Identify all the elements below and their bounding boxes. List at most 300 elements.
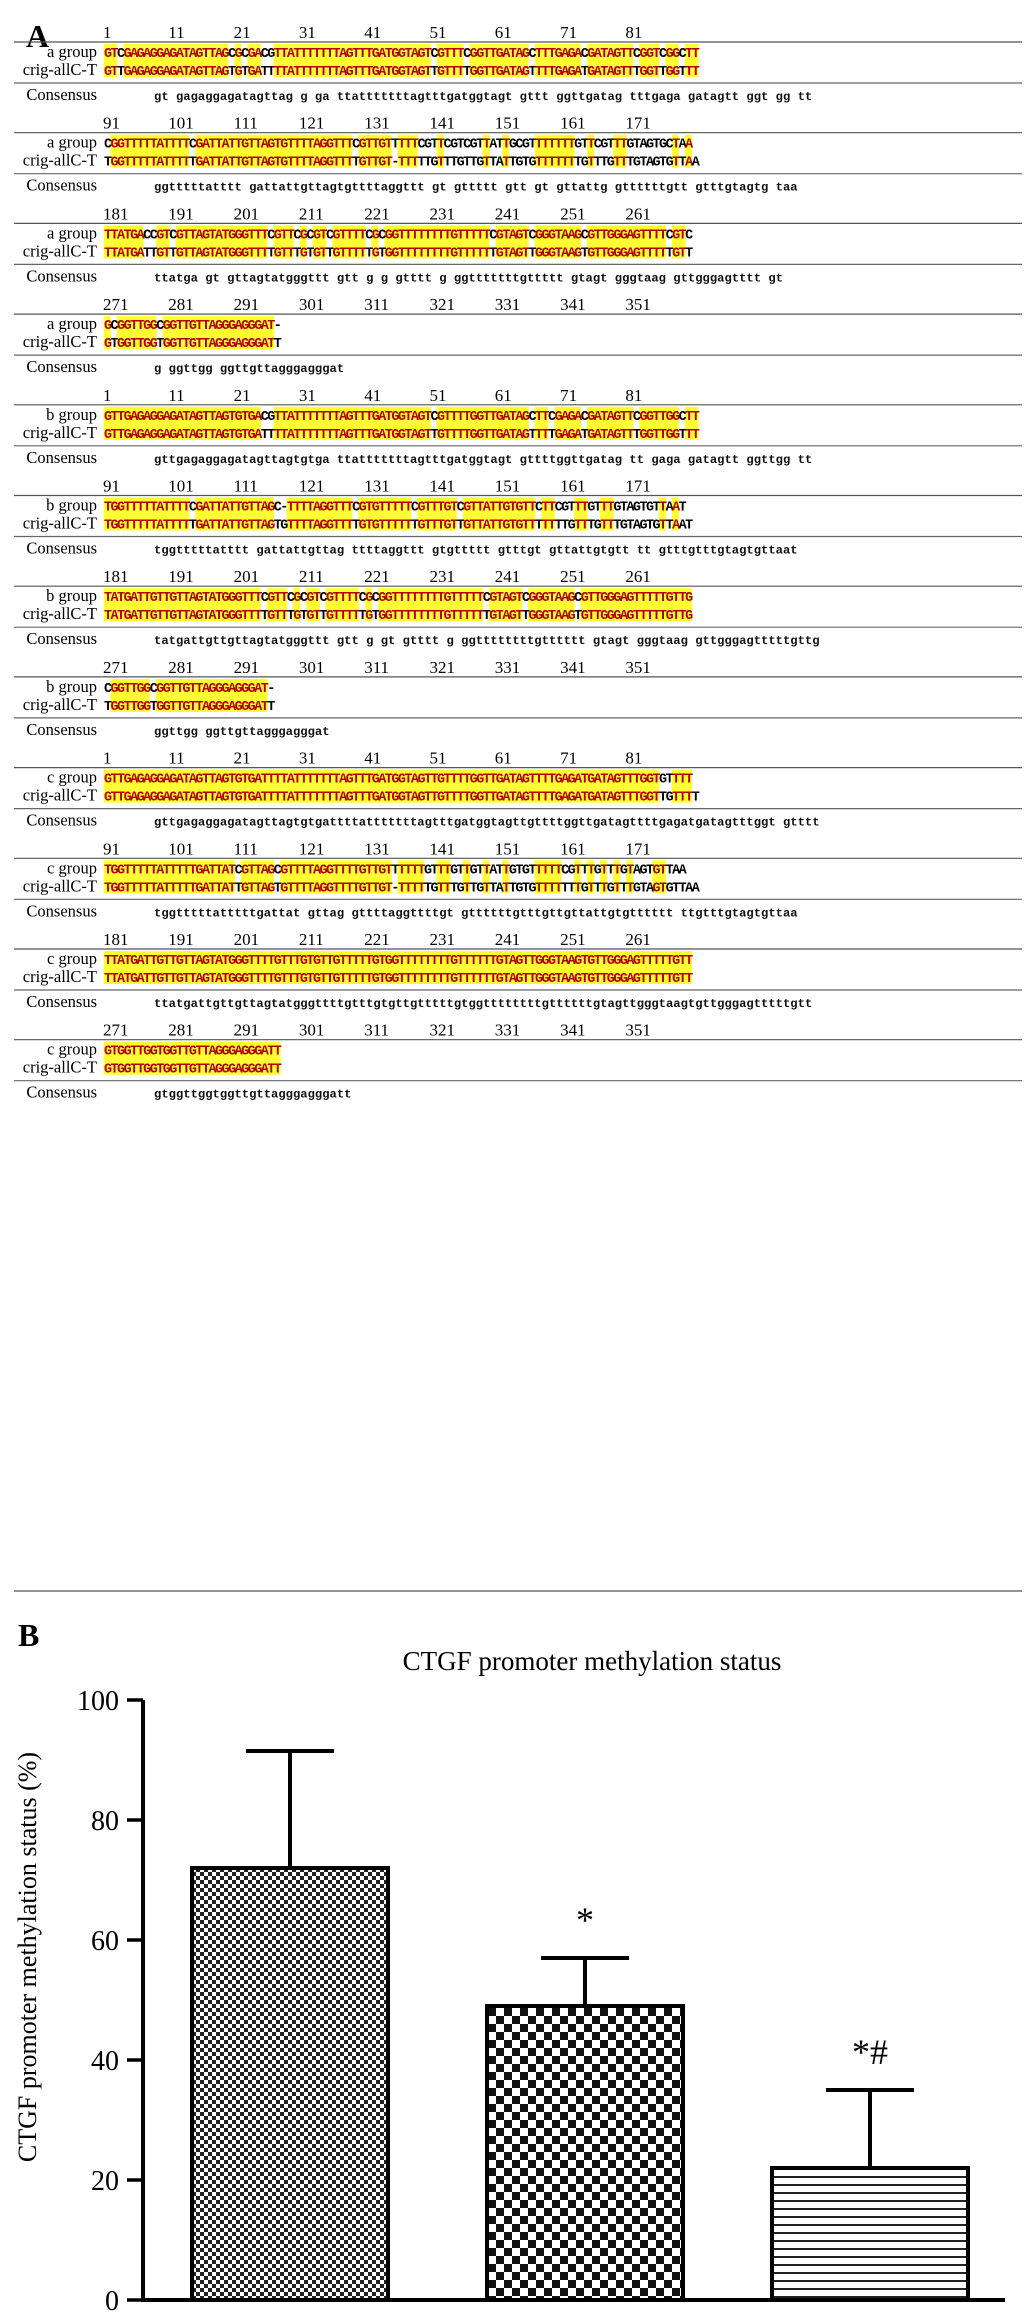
consensus-label: Consensus bbox=[26, 85, 97, 104]
group-base: G bbox=[221, 591, 230, 607]
reference-base: T bbox=[639, 609, 648, 625]
group-base: T bbox=[201, 47, 210, 62]
reference-base: T bbox=[463, 65, 472, 80]
reference-base: G bbox=[358, 881, 367, 897]
group-base: T bbox=[306, 772, 315, 788]
group-base: T bbox=[273, 1044, 282, 1060]
group-base: G bbox=[587, 228, 596, 244]
reference-base: T bbox=[580, 790, 589, 806]
reference-base: G bbox=[123, 790, 132, 806]
position-tick: 301 bbox=[298, 1020, 325, 1040]
reference-base: G bbox=[534, 609, 544, 625]
group-base: G bbox=[195, 863, 204, 879]
reference-base: G bbox=[123, 427, 132, 443]
group-base: G bbox=[613, 228, 622, 244]
group-base: T bbox=[437, 137, 446, 153]
reference-base: T bbox=[515, 609, 524, 625]
reference-base: T bbox=[404, 881, 413, 897]
reference-base: A bbox=[632, 518, 641, 534]
group-base: T bbox=[450, 500, 459, 516]
group-base: G bbox=[593, 863, 602, 879]
reference-base: T bbox=[659, 427, 668, 443]
reference-base: G bbox=[234, 972, 243, 987]
group-base: T bbox=[443, 228, 452, 244]
group-base: T bbox=[652, 591, 661, 607]
reference-base: T bbox=[280, 246, 289, 262]
reference-base: T bbox=[358, 790, 367, 806]
reference-base: T bbox=[208, 155, 217, 171]
reference-base: G bbox=[195, 790, 204, 806]
reference-base: G bbox=[665, 427, 674, 443]
reference-base: T bbox=[482, 246, 491, 262]
group-base: A bbox=[188, 591, 197, 607]
group-base: T bbox=[437, 500, 446, 516]
group-base: G bbox=[306, 591, 315, 607]
group-base: T bbox=[508, 772, 517, 788]
reference-base: T bbox=[260, 246, 269, 262]
reference-base: T bbox=[247, 246, 256, 262]
group-base: T bbox=[286, 228, 295, 244]
group-base: T bbox=[632, 137, 641, 153]
group-base: T bbox=[130, 319, 139, 335]
group-base: T bbox=[423, 772, 433, 788]
reference-base: T bbox=[358, 427, 367, 443]
position-tick: 181 bbox=[103, 204, 129, 224]
group-base: G bbox=[469, 772, 478, 788]
group-base: C bbox=[521, 591, 530, 607]
consensus-label: Consensus bbox=[26, 810, 97, 830]
group-base: T bbox=[267, 954, 276, 969]
reference-base: A bbox=[254, 699, 263, 715]
group-base: T bbox=[463, 954, 472, 969]
reference-base: T bbox=[606, 518, 615, 534]
reference-base: T bbox=[450, 609, 459, 625]
reference-base: T bbox=[332, 518, 341, 534]
reference-base: G bbox=[156, 699, 165, 715]
group-base: T bbox=[450, 409, 459, 425]
reference-base: T bbox=[117, 609, 126, 625]
reference-base: G bbox=[567, 427, 576, 443]
consensus-label: Consensus bbox=[26, 901, 97, 921]
reference-base: T bbox=[188, 972, 197, 987]
group-base: T bbox=[228, 409, 237, 425]
group-base: T bbox=[162, 863, 171, 879]
group-base: G bbox=[521, 409, 530, 425]
group-base: A bbox=[489, 137, 498, 153]
group-base: T bbox=[423, 591, 433, 607]
group-base: T bbox=[208, 47, 217, 62]
reference-base: T bbox=[430, 246, 439, 262]
group-base: A bbox=[378, 409, 387, 425]
position-tick: 171 bbox=[625, 113, 651, 133]
group-base: G bbox=[143, 1044, 152, 1060]
reference-base: T bbox=[489, 972, 498, 987]
reference-base: T bbox=[541, 65, 550, 80]
reference-base: T bbox=[332, 155, 341, 171]
group-base: C bbox=[554, 500, 563, 516]
group-base: T bbox=[685, 47, 694, 62]
group-base: T bbox=[626, 47, 635, 62]
reference-base: G bbox=[241, 155, 250, 171]
reference-base: T bbox=[397, 518, 406, 534]
group-base: G bbox=[169, 319, 178, 335]
group-base: G bbox=[117, 863, 126, 879]
group-base: T bbox=[260, 681, 269, 697]
group-base: G bbox=[384, 228, 393, 244]
group-base: T bbox=[430, 954, 439, 969]
group-base: T bbox=[175, 863, 184, 879]
reference-base: T bbox=[574, 155, 583, 171]
reference-base: A bbox=[495, 155, 504, 171]
position-tick: 11 bbox=[168, 23, 185, 42]
reference-base: A bbox=[208, 609, 217, 625]
position-tick: 201 bbox=[233, 567, 260, 587]
position-tick: 91 bbox=[103, 839, 120, 859]
group-base: G bbox=[423, 137, 433, 153]
group-base: T bbox=[339, 137, 348, 153]
group-base: T bbox=[365, 954, 374, 969]
position-tick: 331 bbox=[494, 1020, 521, 1040]
group-base: C bbox=[228, 47, 237, 62]
reference-base: G bbox=[332, 972, 341, 987]
reference-base: T bbox=[417, 881, 426, 897]
group-base: C bbox=[580, 47, 589, 62]
reference-base: T bbox=[312, 427, 322, 443]
position-tick: 251 bbox=[560, 204, 586, 224]
reference-base: G bbox=[241, 337, 250, 353]
group-base: G bbox=[221, 47, 230, 62]
reference-label: crig-allC-T bbox=[22, 60, 97, 79]
group-base: C bbox=[110, 319, 119, 335]
reference-base: A bbox=[156, 518, 165, 534]
reference-base: A bbox=[593, 65, 602, 80]
group-base: T bbox=[273, 591, 282, 607]
group-base: G bbox=[685, 591, 694, 607]
group-base: T bbox=[430, 228, 439, 244]
group-base: T bbox=[593, 500, 602, 516]
reference-base: G bbox=[515, 155, 524, 171]
reference-base: T bbox=[201, 609, 210, 625]
reference-base: G bbox=[685, 609, 694, 625]
reference-base: G bbox=[241, 699, 250, 715]
reference-base: T bbox=[397, 246, 406, 262]
reference-base: A bbox=[482, 518, 491, 534]
group-base: C bbox=[117, 47, 126, 62]
position-tick: 171 bbox=[625, 476, 651, 496]
group-base: G bbox=[508, 591, 517, 607]
reference-base: T bbox=[463, 427, 472, 443]
group-base: T bbox=[397, 591, 406, 607]
reference-base: T bbox=[208, 881, 217, 897]
group-base: A bbox=[188, 409, 197, 425]
group-base: G bbox=[136, 47, 145, 62]
group-base: G bbox=[221, 1044, 230, 1060]
reference-base: T bbox=[397, 972, 406, 987]
reference-base: T bbox=[397, 609, 406, 625]
reference-base: G bbox=[110, 881, 119, 897]
reference-base: T bbox=[508, 518, 517, 534]
group-base: C bbox=[104, 681, 113, 697]
position-tick: 111 bbox=[233, 476, 258, 496]
group-base: T bbox=[685, 954, 694, 969]
reference-base: G bbox=[234, 65, 243, 80]
group-base: T bbox=[143, 137, 152, 153]
position-tick: 41 bbox=[364, 23, 382, 42]
reference-base: T bbox=[384, 155, 393, 171]
group-base: T bbox=[430, 863, 439, 879]
reference-base: T bbox=[378, 518, 387, 534]
group-base: G bbox=[652, 863, 661, 879]
reference-base: T bbox=[273, 337, 282, 353]
reference-base: G bbox=[234, 427, 243, 443]
reference-base: T bbox=[352, 155, 361, 171]
group-base: T bbox=[659, 591, 668, 607]
consensus-label: Consensus bbox=[26, 1082, 97, 1102]
reference-base: T bbox=[554, 246, 563, 262]
reference-base: T bbox=[534, 518, 544, 534]
group-base: A bbox=[339, 409, 348, 425]
reference-base: T bbox=[659, 609, 668, 625]
group-base: A bbox=[632, 863, 641, 879]
group-base: G bbox=[247, 409, 256, 425]
reference-base: T bbox=[299, 881, 308, 897]
group-base: G bbox=[548, 954, 557, 969]
position-tick: 171 bbox=[625, 839, 651, 859]
position-tick: 211 bbox=[298, 930, 324, 949]
group-base: G bbox=[208, 681, 217, 697]
group-base: T bbox=[423, 954, 433, 969]
reference-base: A bbox=[593, 790, 602, 806]
group-base: T bbox=[554, 954, 563, 969]
group-base: T bbox=[489, 47, 498, 62]
group-base: T bbox=[306, 500, 315, 516]
reference-base: A bbox=[691, 155, 700, 171]
reference-base: T bbox=[659, 881, 668, 897]
group-base: T bbox=[619, 137, 628, 153]
group-label: b group bbox=[46, 676, 97, 696]
reference-base: T bbox=[175, 699, 184, 715]
group-base: T bbox=[273, 47, 282, 62]
reference-base: A bbox=[201, 155, 210, 171]
reference-base: T bbox=[188, 699, 197, 715]
reference-base: G bbox=[417, 518, 426, 534]
reference-base: G bbox=[554, 427, 563, 443]
reference-base: T bbox=[267, 246, 276, 262]
reference-base: G bbox=[143, 337, 152, 353]
group-base: G bbox=[104, 319, 113, 335]
reference-base: G bbox=[639, 65, 648, 80]
group-base: T bbox=[495, 500, 504, 516]
reference-base: T bbox=[175, 1062, 184, 1078]
group-base: C bbox=[378, 228, 387, 244]
group-base: G bbox=[267, 137, 276, 153]
group-base: T bbox=[339, 954, 348, 969]
group-base: T bbox=[450, 47, 459, 62]
group-base: T bbox=[521, 228, 530, 244]
group-base: A bbox=[410, 47, 419, 62]
position-tick: 341 bbox=[560, 1020, 586, 1040]
group-base: A bbox=[639, 137, 648, 153]
group-base: T bbox=[574, 500, 583, 516]
reference-base: G bbox=[672, 65, 681, 80]
group-base: T bbox=[456, 228, 465, 244]
reference-base: T bbox=[410, 609, 419, 625]
group-base: T bbox=[639, 228, 648, 244]
group-base: T bbox=[365, 137, 374, 153]
reference-base: T bbox=[267, 337, 276, 353]
reference-base: T bbox=[521, 155, 530, 171]
reference-base: T bbox=[678, 155, 687, 171]
group-base: G bbox=[201, 228, 210, 244]
reference-base: - bbox=[391, 881, 400, 897]
reference-base: T bbox=[326, 246, 335, 262]
group-base: T bbox=[162, 228, 171, 244]
reference-base: T bbox=[489, 65, 498, 80]
reference-base: G bbox=[672, 427, 681, 443]
reference-base: A bbox=[201, 881, 210, 897]
group-base: G bbox=[371, 954, 380, 969]
reference-base: G bbox=[221, 427, 230, 443]
group-base: G bbox=[443, 500, 452, 516]
group-base: G bbox=[469, 409, 478, 425]
group-base: C bbox=[149, 681, 158, 697]
reference-base: G bbox=[117, 518, 126, 534]
reference-base: G bbox=[391, 427, 400, 443]
reference-base: A bbox=[110, 609, 119, 625]
reference-base: T bbox=[306, 790, 315, 806]
group-base: T bbox=[110, 1044, 119, 1060]
group-base: T bbox=[254, 863, 263, 879]
reference-base: A bbox=[208, 337, 217, 353]
reference-base: T bbox=[391, 518, 400, 534]
reference-base: T bbox=[169, 246, 178, 262]
reference-base: T bbox=[352, 790, 361, 806]
reference-base: T bbox=[652, 790, 661, 806]
group-base: T bbox=[502, 228, 511, 244]
reference-base: A bbox=[136, 972, 145, 987]
reference-base: T bbox=[665, 246, 674, 262]
reference-base: T bbox=[130, 337, 139, 353]
reference-base: A bbox=[574, 790, 583, 806]
reference-base: G bbox=[345, 65, 354, 80]
position-tick: 61 bbox=[494, 385, 512, 405]
group-base: C bbox=[273, 863, 282, 879]
reference-base: G bbox=[136, 699, 145, 715]
reference-base: G bbox=[117, 881, 126, 897]
group-base: G bbox=[156, 681, 165, 697]
group-base: G bbox=[156, 772, 165, 788]
position-tick: 351 bbox=[625, 295, 651, 315]
reference-base: T bbox=[182, 609, 191, 625]
reference-base: A bbox=[221, 518, 230, 534]
group-base: T bbox=[234, 500, 243, 516]
group-base: G bbox=[110, 681, 119, 697]
group-base: G bbox=[123, 409, 132, 425]
group-base: T bbox=[208, 228, 217, 244]
reference-base: T bbox=[410, 881, 419, 897]
reference-base: G bbox=[201, 246, 210, 262]
y-tick-label: 40 bbox=[91, 2046, 119, 2077]
group-base: A bbox=[175, 409, 184, 425]
group-base: G bbox=[234, 409, 243, 425]
reference-base: A bbox=[215, 65, 224, 80]
reference-base: G bbox=[534, 246, 544, 262]
group-base: T bbox=[280, 409, 289, 425]
group-base: T bbox=[417, 591, 426, 607]
position-tick: 241 bbox=[494, 204, 521, 224]
position-tick: 11 bbox=[168, 385, 185, 405]
reference-base: T bbox=[665, 518, 674, 534]
reference-base: T bbox=[489, 881, 498, 897]
reference-base: G bbox=[123, 65, 132, 80]
reference-base: G bbox=[149, 790, 158, 806]
group-base: T bbox=[358, 409, 367, 425]
reference-base: T bbox=[574, 609, 583, 625]
reference-base: T bbox=[489, 246, 498, 262]
group-base: T bbox=[201, 319, 210, 335]
reference-base: G bbox=[378, 881, 387, 897]
position-tick: 81 bbox=[625, 385, 643, 405]
group-base: G bbox=[241, 500, 250, 516]
group-base: T bbox=[593, 591, 602, 607]
reference-base: G bbox=[456, 881, 465, 897]
group-base: T bbox=[306, 954, 315, 969]
position-tick: 51 bbox=[429, 23, 447, 42]
group-base: C bbox=[548, 409, 557, 425]
position-tick: 291 bbox=[233, 1020, 260, 1040]
reference-base: T bbox=[691, 427, 700, 443]
consensus-sequence: gttgagaggagatagttagtgtgattttatttttttagtttgatggtagttgttttggttgatagttttgagatgatagtttggt gtttt bbox=[154, 815, 820, 830]
reference-base: T bbox=[273, 609, 282, 625]
reference-base: T bbox=[208, 972, 217, 987]
reference-base: T bbox=[685, 65, 694, 80]
position-tick: 321 bbox=[429, 295, 455, 315]
group-base: T bbox=[156, 591, 165, 607]
group-base: T bbox=[182, 1044, 191, 1060]
group-base: G bbox=[534, 954, 544, 969]
group-base: C bbox=[260, 591, 269, 607]
reference-base: T bbox=[652, 427, 661, 443]
reference-base: T bbox=[443, 972, 452, 987]
group-base: A bbox=[254, 409, 263, 425]
reference-base: T bbox=[117, 427, 126, 443]
reference-base: T bbox=[534, 427, 544, 443]
group-base: T bbox=[306, 863, 315, 879]
reference-base: G bbox=[195, 65, 204, 80]
reference-base: T bbox=[417, 155, 426, 171]
reference-base: G bbox=[384, 972, 393, 987]
reference-base: T bbox=[384, 427, 393, 443]
group-base: G bbox=[469, 137, 478, 153]
position-tick: 1 bbox=[103, 748, 112, 768]
reference-base: G bbox=[156, 65, 165, 80]
group-base: T bbox=[208, 954, 217, 969]
group-base: T bbox=[528, 500, 537, 516]
group-base: G bbox=[273, 228, 282, 244]
reference-base: T bbox=[110, 337, 119, 353]
reference-base: T bbox=[169, 518, 178, 534]
group-base: T bbox=[384, 772, 393, 788]
group-base: G bbox=[587, 954, 596, 969]
group-base: T bbox=[312, 47, 322, 62]
group-base: T bbox=[652, 228, 661, 244]
group-base: T bbox=[489, 500, 498, 516]
reference-base: G bbox=[241, 972, 250, 987]
group-base: T bbox=[182, 772, 191, 788]
reference-base: T bbox=[528, 972, 537, 987]
group-base: C bbox=[574, 591, 583, 607]
group-base: C bbox=[685, 228, 694, 244]
